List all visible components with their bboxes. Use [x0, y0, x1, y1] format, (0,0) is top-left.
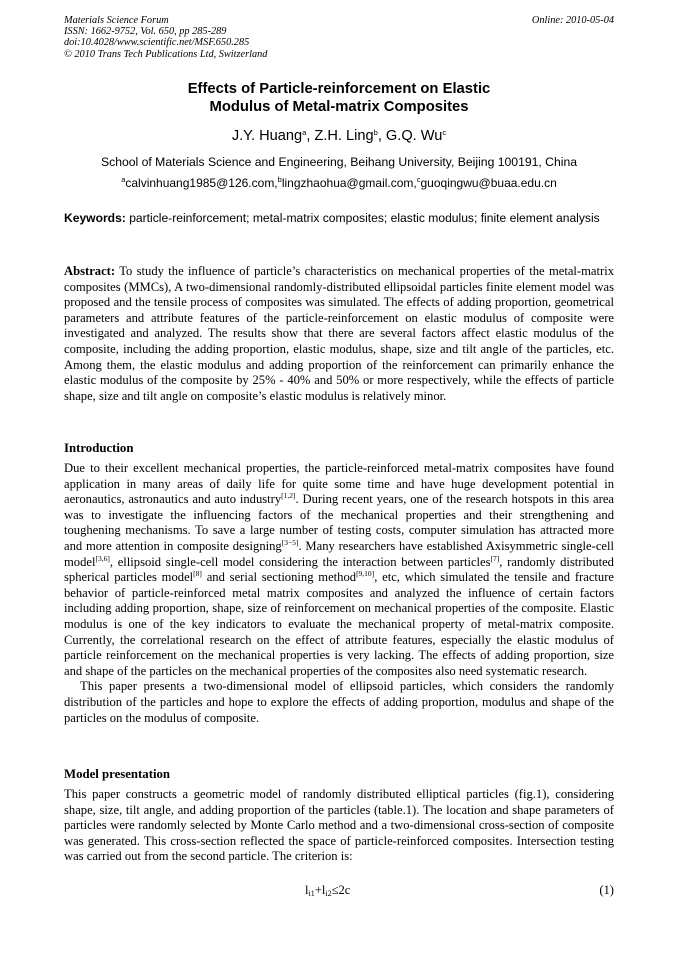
- author-affil-mark: a: [302, 128, 307, 137]
- abstract-label: Abstract:: [64, 264, 116, 278]
- paper-title: [64, 80, 614, 116]
- keywords: [64, 211, 614, 227]
- journal-header: [64, 15, 267, 60]
- author-affil-mark: b: [373, 128, 378, 137]
- abstract: [64, 264, 614, 404]
- email-link[interactable]: lingzhaohua@gmail.com,: [281, 176, 417, 190]
- doi-line[interactable]: doi:10.4028/www.scientific.net/MSF.650.285: [64, 37, 250, 49]
- paragraph: [64, 461, 614, 679]
- citation-ref[interactable]: [8]: [193, 569, 202, 579]
- section-heading-introduction: Introduction: [64, 441, 134, 455]
- author-list: [64, 127, 614, 145]
- citation-ref[interactable]: [3,6]: [95, 553, 110, 563]
- email-mark: b: [277, 175, 282, 184]
- section-heading-model: Model presentation: [64, 767, 171, 781]
- keywords-label: Keywords:: [64, 211, 126, 225]
- title-line-1: Effects of Particle-reinforcement on Elastic: [187, 81, 491, 97]
- author-separator: ,: [377, 128, 386, 144]
- email-mark: c: [416, 175, 421, 184]
- model-body: This paper constructs a geometric model of randomly distributed elliptical particles (fig.1), considering shape, size, tilt angle, and adding proportion of the particles (table.1). The location and shape parameters of particles were randomly selected by Monte Carlo method and a two-dimensional cross-section of composite was generated. This cross-section reflected the space of particle-reinforced composites. Intersection testing was carried out from the second particle. The criterion is:: [64, 787, 614, 864]
- eq-term: ≤2c: [331, 883, 351, 897]
- email-link[interactable]: calvinhuang1985@126.com,: [125, 176, 278, 190]
- text-run: , randomly distributed spherical particles model: [64, 554, 614, 585]
- equation-number: (1): [599, 883, 614, 897]
- author-name: J.Y. Huang: [231, 128, 303, 144]
- text-run: , etc, which simulated the tensile and fracture behavior of particle-reinforced metal matrix composites and analyzed the influence of certain factors including adding proportion, shape, size of reinforcement on mechanical properties of the composite. Elastic modulus is one of the key indicators to evaluate the mechanical property of metal-matrix composite. Currently, the correlational research on the effect of attribute features, especially the elastic modulus of particle reinforcement on the mechanical properties is very lacking. The effects of adding proportion, size and shape of the particles on the mechanical properties of the composites also need systematic research.: [64, 570, 614, 678]
- abstract-text: To study the influence of particle’s characteristics on mechanical properties of the metal-matrix composites (MMCs), A two-dimensional randomly-distributed ellipsoidal particles finite element model was proposed and the tensile process of composites was simulated. The effects of adding proportion, geometrical parameters and attribute features of the particle-reinforcement on elastic modulus of composite were investigated and analyzed. The results show that there are several factors affect elastic modulus of the composite, including the adding proportion, elastic modulus, shape, size and tilt angle of the particles, etc. Among them, the elastic modulus and adding proportion of the reinforcement can primarily enhance the elastic modulus of the composite by 25% - 40% and 50% or more respectively, while the effects of particle shape, size and tilt angle on composite’s elastic modulus is relatively minor.: [64, 264, 614, 403]
- citation-ref[interactable]: [3−5]: [281, 537, 299, 547]
- author-emails: [64, 176, 614, 191]
- author-name: Z.H. Ling: [314, 128, 374, 144]
- author-name: G.Q. Wu: [385, 128, 443, 144]
- citation-ref[interactable]: [9,10]: [356, 569, 375, 579]
- text-run: and serial sectioning method: [201, 570, 357, 585]
- eq-subscript: i1: [308, 889, 315, 898]
- eq-subscript: i2: [325, 889, 332, 898]
- eq-term: +l: [314, 883, 326, 897]
- text-run: , ellipsoid single-cell model considering the interaction between particles: [109, 554, 491, 569]
- online-date: Online: 2010-05-04: [531, 15, 614, 26]
- text-run: . Many researchers have established Axisymmetric single-cell model: [64, 538, 615, 569]
- affiliation: School of Materials Science and Engineering, Beihang University, Beijing 100191, China: [100, 155, 578, 169]
- copyright-line: © 2010 Trans Tech Publications Ltd, Switzerland: [64, 48, 268, 60]
- author-separator: ,: [306, 128, 315, 144]
- text-run: Due to their excellent mechanical properties, the particle-reinforced metal-matrix composites have found application in many areas of daily life for quite some time and have huge development potential in aeronautics, astronautics and auto industry: [64, 461, 614, 507]
- text-run: . During recent years, one of the research hotspots in this area was to investigate the influencing factors of the mechanical properties and their strengthening and toughening mechanisms. To save a large number of testing costs, computer simulation has attracted more and more attention in composite designing: [64, 492, 615, 553]
- citation-ref[interactable]: [7]: [490, 553, 500, 563]
- email-mark: a: [121, 175, 126, 184]
- eq-term: l: [305, 883, 309, 897]
- introduction-body: [64, 461, 614, 726]
- journal-name: Materials Science Forum: [64, 15, 169, 26]
- email-link[interactable]: guoqingwu@buaa.edu.cn: [420, 176, 557, 190]
- paragraph: This paper presents a two-dimensional model of ellipsoid particles, which considers the randomly distribution of the particles and hope to explore the effects of adding proportion, modulus and shape of the particles on the modulus of composite.: [64, 679, 614, 725]
- author-affil-mark: c: [442, 128, 447, 137]
- citation-ref[interactable]: [1,2]: [281, 491, 296, 501]
- keywords-text: particle-reinforcement; metal-matrix composites; elastic modulus; finite element analysis: [125, 211, 600, 225]
- title-line-2: Modulus of Metal-matrix Composites: [209, 99, 469, 115]
- equation-expression: [305, 883, 350, 898]
- issn-line: ISSN: 1662-9752, Vol. 650, pp 285-289: [64, 26, 227, 38]
